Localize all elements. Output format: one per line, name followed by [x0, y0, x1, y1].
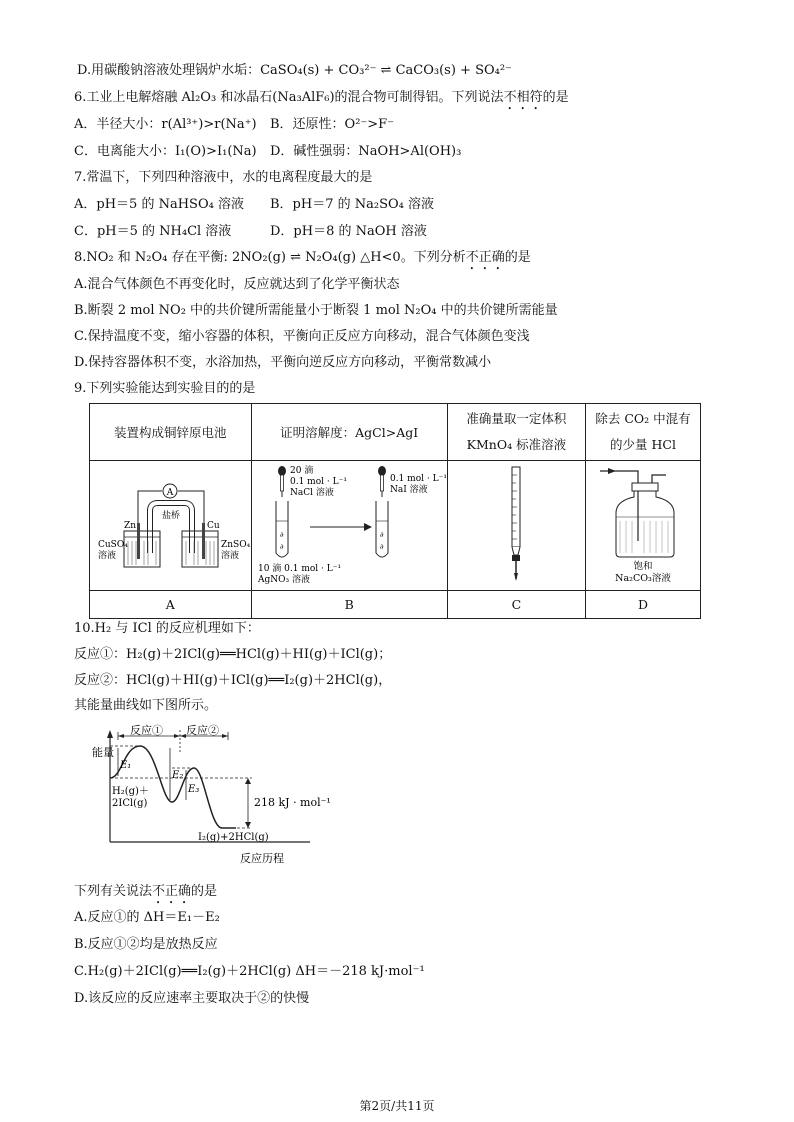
- nacl-solution-label: NaCl 溶液: [290, 488, 335, 498]
- q10-option-d[interactable]: D.该反应的反应速率主要取决于②的快慢: [74, 991, 310, 1006]
- q10-option-b[interactable]: B.反应①②均是放热反应: [74, 937, 218, 952]
- question-7: 7.常温下，下列四种溶液中，水的电离程度最大的是: [74, 170, 373, 185]
- agno3-conc-label: 10 滴 0.1 mol · L⁻¹: [258, 564, 342, 574]
- q7-options-row2: [74, 223, 427, 241]
- q8-option-d[interactable]: D.保持容器体积不变，水浴加热，平衡向逆反应方向移动，平衡常数减小: [74, 355, 492, 370]
- header-d-line2: 的少量 HCl: [610, 437, 676, 452]
- product-label: I₂(g)+2HCl(g): [198, 832, 269, 843]
- gas-wash-bottle-diagram: [586, 461, 700, 587]
- stage-1-label: 反应①: [130, 724, 163, 737]
- svg-text:∂: ∂: [380, 543, 384, 551]
- q10-option-a[interactable]: A.反应①的 ΔH＝E₁－E₂: [74, 910, 220, 925]
- page-footer: 第2页/共11页: [359, 1099, 435, 1113]
- question-8: [74, 249, 531, 273]
- q8-stem: 8.NO₂ 和 N₂O₄ 存在平衡: 2NO₂(g) ⇌ N₂O₄(g) △H<0。下列分析: [74, 250, 466, 265]
- experiment-table: [89, 403, 701, 619]
- cuso4-label-2: 溶液: [98, 551, 117, 561]
- znso4-label: ZnSO₄: [221, 540, 251, 550]
- svg-text:∂: ∂: [380, 531, 384, 539]
- q6-emphasis: 不相符: [503, 90, 543, 105]
- e2-label: E₂: [172, 770, 184, 781]
- q8-option-b[interactable]: B.断裂 2 mol NO₂ 中的共价键所需能量小于断裂 1 mol N₂O₄ 中的共价键所需能量: [74, 303, 558, 318]
- galvanic-cell-cell: [90, 461, 252, 591]
- q6-stem: 6.工业上电解熔融 Al₂O₃ 和冰晶石(Na₃AlF₆)的混合物可制得铝。下列说法: [74, 90, 504, 105]
- x-axis-label: 反应历程: [240, 852, 284, 865]
- salt-bridge-label: 盐桥: [162, 511, 181, 521]
- delta-h-label: 218 kJ · mol⁻¹: [254, 796, 331, 809]
- q7-option-c[interactable]: C．pH＝5 的 NH₄Cl 溶液: [74, 224, 232, 239]
- option-label-d[interactable]: D: [586, 591, 701, 619]
- q7-option-b[interactable]: B．pH＝7 的 Na₂SO₄ 溶液: [270, 197, 434, 212]
- stage-2-label: 反应②: [186, 724, 219, 737]
- header-c-line2: KMnO₄ 标准溶液: [466, 437, 567, 452]
- header-c-line1: 准确量取一定体积: [466, 411, 567, 426]
- header-d: [586, 404, 701, 461]
- burette-cell: [447, 461, 585, 591]
- q8-option-c[interactable]: C.保持温度不变，缩小容器的体积，平衡向正反应方向移动，混合气体颜色变浅: [74, 329, 530, 344]
- solubility-test-cell: [251, 461, 447, 591]
- nai-solution-label: NaI 溶液: [390, 485, 428, 495]
- q10-stem-start: 下列有关说法: [74, 884, 153, 899]
- curve-intro: 其能量曲线如下图所示。: [74, 698, 218, 713]
- reactant-label-2: 2ICl(g): [112, 798, 148, 809]
- e3-label: E₃: [188, 784, 200, 795]
- galvanic-cell-diagram: [90, 461, 250, 587]
- header-b: 证明溶解度：AgCl>AgI: [251, 404, 447, 461]
- svg-text:∂: ∂: [280, 531, 284, 539]
- znso4-label-2: 溶液: [221, 551, 240, 561]
- header-a: 装置构成铜锌原电池: [90, 404, 252, 461]
- option-label-a[interactable]: A: [90, 591, 252, 619]
- q6-option-d[interactable]: D．碱性强弱：NaOH>Al(OH)₃: [270, 144, 462, 159]
- svg-text:∂: ∂: [280, 543, 284, 551]
- agno3-solution-label: AgNO₃ 溶液: [258, 575, 311, 585]
- nacl-drops-label: 20 滴: [290, 466, 314, 476]
- option-d-line: D.用碳酸钠溶液处理锅炉水垢：CaSO₄(s) + CO₃²⁻ ⇌ CaCO₃(s) + SO₄²⁻: [77, 63, 512, 78]
- q8-stem-end: 的是: [504, 250, 531, 265]
- gas-inlet-arrow-icon: [608, 468, 616, 474]
- header-c: [447, 404, 585, 461]
- q6-option-b[interactable]: B．还原性：O²⁻>F⁻: [270, 117, 395, 132]
- q8-option-a[interactable]: A.混合气体颜色不再变化时，反应就达到了化学平衡状态: [74, 277, 400, 292]
- e1-label: E₁: [120, 760, 132, 771]
- nacl-conc-label: 0.1 mol · L⁻¹: [290, 477, 348, 487]
- q6-options-row2: [74, 143, 461, 161]
- option-label-b[interactable]: B: [251, 591, 447, 619]
- reaction-2: 反应②：HCl(g)＋HI(g)＋ICl(g)══I₂(g)＋2HCl(g)，: [74, 673, 392, 688]
- q6-option-a[interactable]: A．半径大小：r(Al³⁺)>r(Na⁺): [74, 117, 257, 132]
- ammeter-label: A: [167, 488, 174, 498]
- q6-options-row1: [74, 116, 394, 134]
- header-d-line1: 除去 CO₂ 中混有: [595, 411, 691, 426]
- q10-stem-end: 的是: [191, 884, 218, 899]
- q6-stem-end: 的是: [542, 90, 569, 105]
- question-10: 10.H₂ 与 ICl 的反应机理如下：: [74, 621, 260, 636]
- question-6: [74, 89, 569, 113]
- q10-emphasis: 不正确: [152, 884, 192, 899]
- question-9: 9.下列实验能达到实验目的的是: [74, 381, 256, 396]
- reactant-label-1: H₂(g)＋: [112, 786, 149, 797]
- option-label-c[interactable]: C: [447, 591, 585, 619]
- gas-wash-cell: [586, 461, 701, 591]
- saturated-label: 饱和: [633, 561, 653, 572]
- q10-stem: [74, 883, 217, 907]
- q6-option-c[interactable]: C．电离能大小：I₁(O)>I₁(Na): [74, 144, 257, 159]
- cuso4-label: CuSO₄: [98, 540, 129, 550]
- y-axis-label: 能量: [92, 746, 114, 759]
- nai-conc-label: 0.1 mol · L⁻¹: [390, 474, 447, 484]
- q7-option-a[interactable]: A．pH＝5 的 NaHSO₄ 溶液: [74, 197, 244, 212]
- q8-emphasis: 不正确: [465, 250, 505, 265]
- q7-options-row1: [74, 196, 434, 214]
- burette-diagram: [448, 461, 584, 587]
- copper-label: Cu: [207, 521, 220, 531]
- q10-option-c[interactable]: C.H₂(g)＋2ICl(g)══I₂(g)＋2HCl(g) ΔH＝－218 kJ·mol⁻¹: [74, 964, 425, 979]
- solubility-test-diagram: [252, 461, 446, 587]
- reaction-1: 反应①：H₂(g)＋2ICl(g)══HCl(g)＋HI(g)＋ICl(g)；: [74, 647, 392, 662]
- q7-option-d[interactable]: D．pH＝8 的 NaOH 溶液: [270, 224, 427, 239]
- na2co3-label: Na₂CO₃溶液: [615, 573, 671, 584]
- energy-diagram: [88, 724, 348, 870]
- zinc-label: Zn: [124, 521, 137, 531]
